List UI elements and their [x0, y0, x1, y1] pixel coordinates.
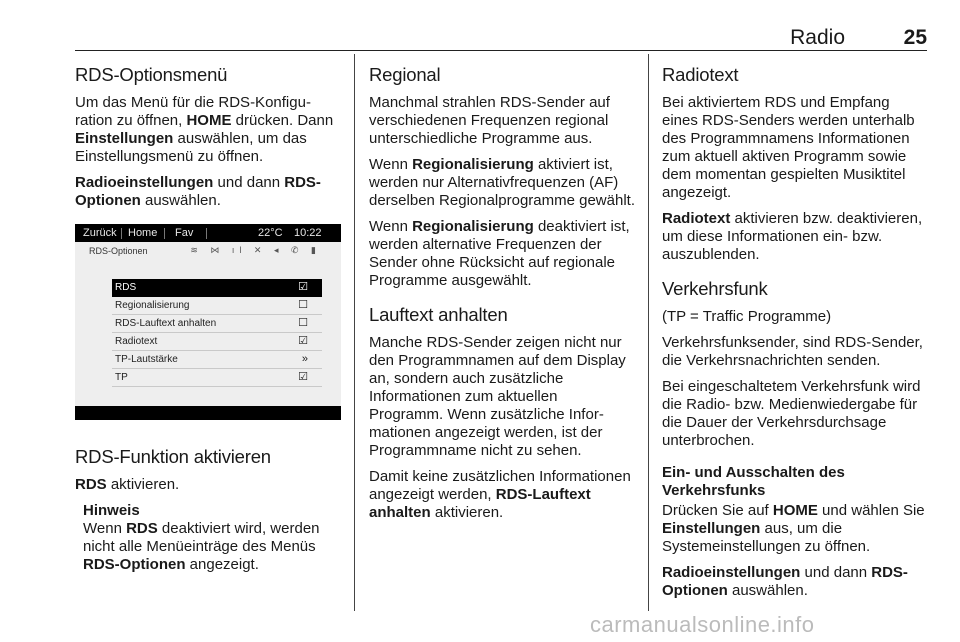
screen-menu-title: RDS-Optionen [89, 246, 148, 256]
bold-term: Regionalisierung [412, 156, 534, 173]
heading-lauftext-anhalten: Lauftext anhalten [369, 304, 508, 325]
paragraph [369, 468, 635, 522]
text-run: Damit keine zusätzlichen Informationen angezeigt werden, [369, 468, 631, 503]
paragraph [369, 94, 635, 148]
bold-term: RDS-Optionen [75, 174, 321, 209]
note-title: Hinweis [83, 502, 140, 519]
checkbox-icon: ☐ [298, 317, 308, 329]
screen-nav-back: Zurück [83, 227, 117, 239]
heading-rds-optionsmenu: RDS-Optionsmenü [75, 64, 228, 85]
paragraph [662, 334, 928, 370]
bold-term: Radiotext [662, 210, 731, 227]
paragraph [369, 156, 635, 210]
paragraph [369, 334, 635, 460]
screen-menu-row-label: RDS-Lauftext anhalten [115, 318, 217, 329]
text-run: Manche RDS-Sender zeigen nicht nur den Programmnamen auf dem Display an, sondern auch zusätzliche Informationen zum aktuellen Programm. Wenn zusätzliche Informationen angezeigt werden, ist der Programmname nicht zu sehen. [369, 334, 626, 459]
screen-menu-row [112, 297, 322, 315]
screen-menu-row-label: RDS [115, 282, 137, 293]
text-run: drücken. Dann [231, 112, 334, 129]
screen-menu-row [112, 333, 322, 351]
paragraph [662, 378, 928, 450]
paragraph [662, 564, 928, 600]
checkbox-icon: ☑ [298, 371, 308, 383]
paragraph [662, 502, 928, 556]
column-divider [648, 54, 649, 611]
text-run: Drücken Sie auf [662, 502, 773, 519]
text-run: aktivieren bzw. deaktivieren, um diese Informationen ein- bzw. auszublenden. [662, 210, 923, 263]
heading-rds-funktion: RDS-Funktion aktivieren [75, 446, 271, 467]
paragraph [369, 218, 635, 290]
text-run: Verkehrsfunksender, sind RDS-Sender, die Verkehrsnachrichten senden. [662, 334, 923, 369]
text-run: Manchmal strahlen RDS-Sender auf verschiedenen Frequenzen regional unterschiedliche Programme aus. [369, 94, 610, 147]
screen-menu-row-label: TP-Lautstärke [115, 354, 178, 365]
page-number: 25 [903, 26, 927, 49]
chevron-right-icon: » [301, 353, 308, 365]
text-run: Wenn [369, 156, 413, 173]
screen-menu-row [112, 279, 322, 297]
screen-menu-row-label: Regionalisierung [115, 300, 190, 311]
section-title: Radio [790, 26, 845, 49]
status-icons: ≋ ⋈ ıl ✕ ◂ ✆ ▮ [190, 245, 321, 255]
screen-nav-home: Home [128, 227, 158, 239]
text-run: und wählen Sie [817, 502, 925, 519]
note-box [75, 502, 341, 574]
bold-term: RDS-Optionen [83, 556, 186, 573]
bold-term: Einstellungen [662, 520, 761, 537]
divider [206, 228, 207, 239]
screen-menu-list [112, 279, 322, 387]
text-run: deaktiviert ist, werden alternative Frequenzen der Sender ohne Rücksicht auf regionale Programme ausgewählt. [369, 218, 630, 289]
bold-term: RDS-Lauftext anhalten [369, 486, 591, 521]
heading-verkehrsfunk: Verkehrsfunk [662, 278, 768, 299]
text-run: aktivieren. [106, 476, 180, 493]
note-text [83, 520, 341, 574]
screen-clock: 10:22 [294, 227, 322, 239]
text-run: Bei eingeschaltetem Verkehrsfunk wird die Radio- bzw. Medienwiedergabe für die Dauer der Verkehrsdurchsage unterbrochen. [662, 378, 921, 449]
text-run: auswählen. [140, 192, 221, 209]
infotainment-screen-image [75, 224, 341, 420]
page-header [75, 26, 927, 52]
column-divider [354, 54, 355, 611]
screen-menu-row-label: TP [115, 372, 128, 383]
text-run: und dann [213, 174, 285, 191]
text-run: deaktiviert wird, werden nicht alle Menüeinträge des Menüs [83, 520, 320, 555]
text-run: (TP = Traffic Programme) [662, 308, 832, 325]
paragraph [75, 476, 341, 494]
text-run: aus, um die Systemeinstellungen zu öffnen. [662, 520, 871, 555]
heading-regional: Regional [369, 64, 441, 85]
text-run: aktiviert ist, werden nur Alternativfrequenzen (AF) derselben Regionalprogramme gewählt. [369, 156, 635, 209]
bold-term: Regionalisierung [412, 218, 534, 235]
paragraph [662, 210, 928, 264]
bold-term: Radioeinstellungen [75, 174, 214, 191]
screen-menu-row-label: Radiotext [115, 336, 158, 347]
text-run: angezeigt. [185, 556, 259, 573]
screen-menu-row [112, 351, 322, 369]
bold-term: RDS-Optionen [662, 564, 908, 599]
screen-menu-row [112, 315, 322, 333]
heading-ein-ausschalten: Ein- und Ausschalten des Verkehrsfunks [662, 464, 845, 499]
checkbox-icon: ☑ [298, 335, 308, 347]
text-run: aktivieren. [430, 504, 504, 521]
screen-nav-fav: Fav [175, 227, 194, 239]
paragraph [662, 94, 928, 202]
text-run: Um das Menü für die RDS-Konfiguration zu öffnen, [75, 94, 311, 129]
checkbox-icon: ☐ [298, 299, 308, 311]
watermark: carmanualsonline.info [590, 612, 815, 637]
checkbox-icon: ☑ [298, 281, 308, 293]
text-run: Wenn [369, 218, 413, 235]
paragraph [662, 308, 928, 326]
heading-radiotext: Radiotext [662, 64, 739, 85]
bold-term: HOME [772, 502, 818, 519]
divider [164, 228, 165, 239]
bold-term: Einstellungen [75, 130, 174, 147]
screen-top-bar [75, 224, 341, 242]
column-1 [75, 64, 341, 218]
bold-term: Radioeinstellungen [662, 564, 801, 581]
paragraph [75, 94, 341, 166]
header-rule [75, 50, 927, 51]
text-run: auswählen. [727, 582, 808, 599]
bold-term: HOME [186, 112, 232, 129]
screen-menu-row [112, 369, 322, 387]
screen-menu-panel [75, 242, 341, 406]
column-2 [369, 64, 635, 530]
bold-term: RDS [126, 520, 158, 537]
text-run: und dann [800, 564, 872, 581]
text-run: auswählen, um das Einstellungsmenü zu öffnen. [75, 130, 307, 165]
divider [121, 228, 122, 239]
text-run: Bei aktiviertem RDS und Empfang eines RDS-Senders werden unterhalb des Programmnamens Informationen zum aktuell aktiven Programm sowie dem momentan gespielten Musiktitel angezeigt. [662, 94, 915, 201]
paragraph [75, 174, 341, 210]
bold-term: RDS [75, 476, 107, 493]
text-run: Wenn [83, 520, 127, 537]
screen-temperature: 22°C [258, 227, 283, 239]
column-3 [662, 64, 928, 608]
column-1-lower [75, 446, 341, 582]
